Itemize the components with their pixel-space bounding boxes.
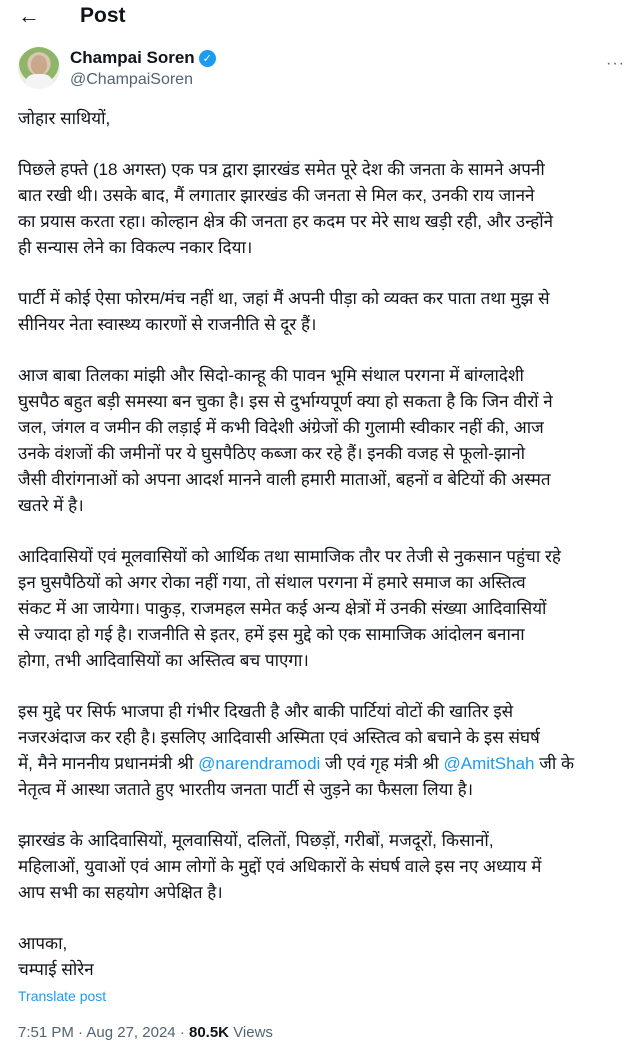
signoff-name: चम्पाई सोरेन [18, 960, 94, 979]
top-bar [0, 0, 640, 34]
text-segment: जी एवं गृह मंत्री श्री [320, 754, 444, 773]
verified-badge-icon: ✓ [199, 50, 216, 67]
post-meta [18, 1024, 273, 1041]
text-line: इस मुद्दे पर सिर्फ भाजपा ही गंभीर दिखती है और बाकी पार्टियां वोटों की खातिर इसे [18, 702, 514, 721]
text-line: बात रखी थी। उसके बाद, मैं लगातार झारखंड की जनता से मिल कर, उनकी राय जानने [18, 186, 535, 205]
text-line: से ज्यादा हो गई है। राजनीति से इतर, हमें इस मुद्दे को एक सामाजिक आंदोलन बनाना [18, 625, 525, 644]
text-line: का प्रयास करता रहा। कोल्हान क्षेत्र की जनता हर कदम पर मेरे साथ खड़ी रही, और उन्होंने [18, 212, 554, 231]
text-line: संकट में आ जायेगा। पाकुड़, राजमहल समेत कई अन्य क्षेत्रों में उनकी संख्या आदिवासियों [18, 599, 547, 618]
paragraph [18, 363, 633, 519]
greeting: जोहार साथियों, [18, 109, 111, 128]
author-handle[interactable]: @ChampaiSoren [70, 71, 193, 88]
views-count: 80.5K [188, 1024, 230, 1041]
text-line: झारखंड के आदिवासियों, मूलवासियों, दलितों, पिछड़ों, गरीबों, मजदूरों, किसानों, [18, 831, 494, 850]
text-line: होगा, तभी आदिवासियों का अस्तित्व बच पाएगा। [18, 651, 309, 670]
signoff [18, 931, 633, 983]
text-line: सीनियर नेता स्वास्थ्य कारणों से राजनीति से दूर हैं। [18, 315, 317, 334]
text-line: पार्टी में कोई ऐसा फोरम/मंच नहीं था, जहां मैं अपनी पीड़ा को व्यक्त कर पाता तथा मुझ से [18, 289, 550, 308]
text-line: इन घुसपैठियों को अगर रोका नहीं गया, तो संथाल परगना में हमारे समाज का अस्तित्व [18, 573, 526, 592]
paragraph-closing [18, 828, 633, 906]
views-label: Views [233, 1024, 273, 1041]
back-arrow-icon[interactable]: ← [18, 3, 40, 28]
mention-amitshah[interactable]: @AmitShah [443, 754, 535, 773]
separator: · [78, 1024, 84, 1041]
text-segment: जी के [534, 754, 575, 773]
text-line: नेतृत्व में आस्था जताते हुए भारतीय जनता पार्टी से जुड़ने का फैसला लिया है। [18, 780, 474, 799]
post-body [18, 106, 633, 983]
text-line: आदिवासियों एवं मूलवासियों को आर्थिक तथा सामाजिक तौर पर तेजी से नुकसान पहुंचा रहे [18, 547, 561, 566]
author-name[interactable] [70, 48, 216, 68]
text-line: जल, जंगल व जमीन की लड़ाई में कभी विदेशी अंग्रेजों की गुलामी स्वीकार नहीं की, आज [18, 418, 544, 437]
avatar[interactable] [18, 47, 60, 89]
mention-narendramodi[interactable]: @narendramodi [198, 754, 321, 773]
post-date[interactable]: Aug 27, 2024 [86, 1024, 176, 1041]
paragraph-mentions [18, 699, 633, 803]
signoff-line: आपका, [18, 934, 68, 953]
paragraph [18, 544, 633, 674]
text-line: ही सन्यास लेने का विकल्प नकार दिया। [18, 238, 253, 257]
post-time[interactable]: 7:51 PM [18, 1024, 74, 1041]
text-line: घुसपैठ बहुत बड़ी समस्या बन चुका है। इस से दुर्भाग्यपूर्ण क्या हो सकता है कि जिन वीरों ने [18, 392, 553, 411]
text-line: नजरअंदाज कर रही है। इसलिए आदिवासी अस्मिता एवं अस्तित्व को बचाने के इस संघर्ष [18, 728, 540, 747]
text-line: जैसी वीरांगनाओं को अपना आदर्श मानने वाली हमारी माताओं, बहनों व बेटियों की अस्मत [18, 470, 551, 489]
text-line: खतरे में है। [18, 496, 84, 515]
text-line: आज बाबा तिलका मांझी और सिदो-कान्हू की पावन भूमि संथाल परगना में बांग्लादेशी [18, 366, 524, 385]
text-line: पिछले हफ्ते (18 अगस्त) एक पत्र द्वारा झारखंड समेत पूरे देश की जनता के सामने अपनी [18, 160, 545, 179]
paragraph [18, 286, 633, 338]
text-line: महिलाओं, युवाओं एवं आम लोगों के मुद्दों एवं अधिकारों के संघर्ष वाले इस नए अध्याय में [18, 857, 542, 876]
page-title: Post [80, 4, 126, 27]
text-line: उनके वंशजों की जमीनों पर ये घुसपैठिए कब्जा कर रहे हैं। इनकी वजह से फूलो-झानो [18, 444, 526, 463]
text-segment: में, मैने माननीय प्रधानमंत्री श्री [18, 754, 199, 773]
author-name-text: Champai Soren [70, 48, 195, 67]
text-line [18, 751, 633, 777]
translate-post-link[interactable]: Translate post [18, 988, 107, 1004]
more-options-icon[interactable]: ··· [606, 55, 625, 72]
separator: · [179, 1024, 185, 1041]
text-line: आप सभी का सहयोग अपेक्षित है। [18, 883, 223, 902]
paragraph [18, 157, 633, 261]
